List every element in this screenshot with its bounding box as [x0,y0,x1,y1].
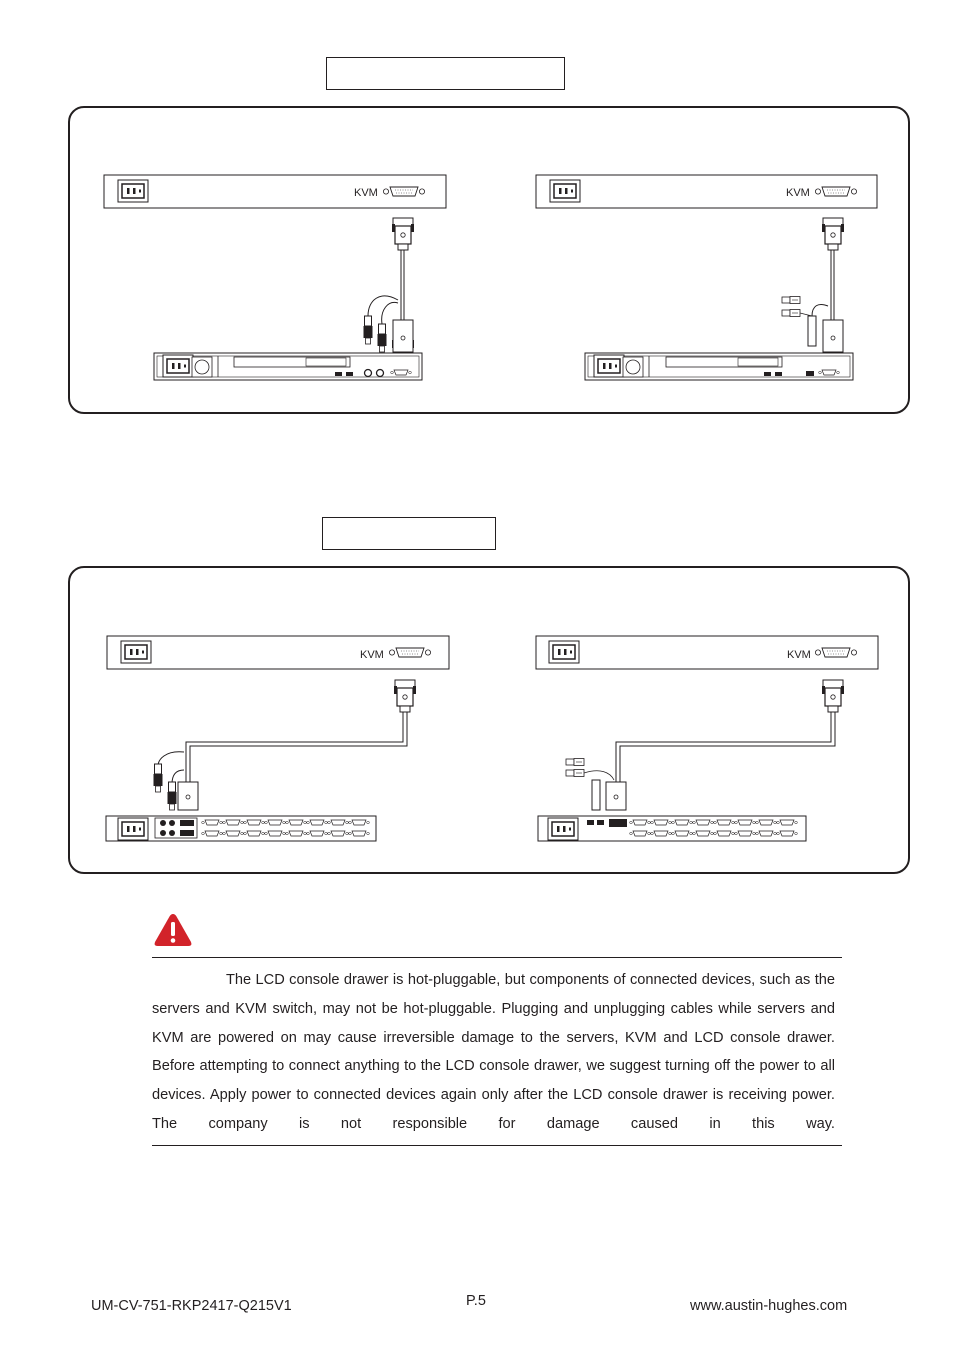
caution-paragraph: The LCD console drawer is hot-pluggable, but components of connected devices, such as the servers and KVM switch, may not be hot-pluggable. Plugging and unplugging cables while servers and KVM are powered on may cause irreversible damage to the servers, KVM and LCD console drawer. Before attempting to connect anything to the LCD console drawer, we suggest turning off the power to all devices. Apply power to connected devices again only after the LCD console drawer is receiving power. The company is not responsible for damage caused in this way. [152,972,835,1132]
kvm-port-label: KVM [787,649,811,661]
caution-top-rule [152,957,842,958]
website-link[interactable]: www.austin-hughes.com [690,1298,848,1314]
caution-bottom-rule [152,1145,842,1146]
page-number: P.5 [466,1293,486,1309]
caution-text [152,966,835,1139]
warning-icon [153,912,193,948]
kvm-port-label: KVM [786,187,810,199]
kvm-port-label: KVM [360,649,384,661]
kvm-port-label: KVM [354,187,378,199]
document-code: UM-CV-751-RKP2417-Q215V1 [91,1298,292,1314]
